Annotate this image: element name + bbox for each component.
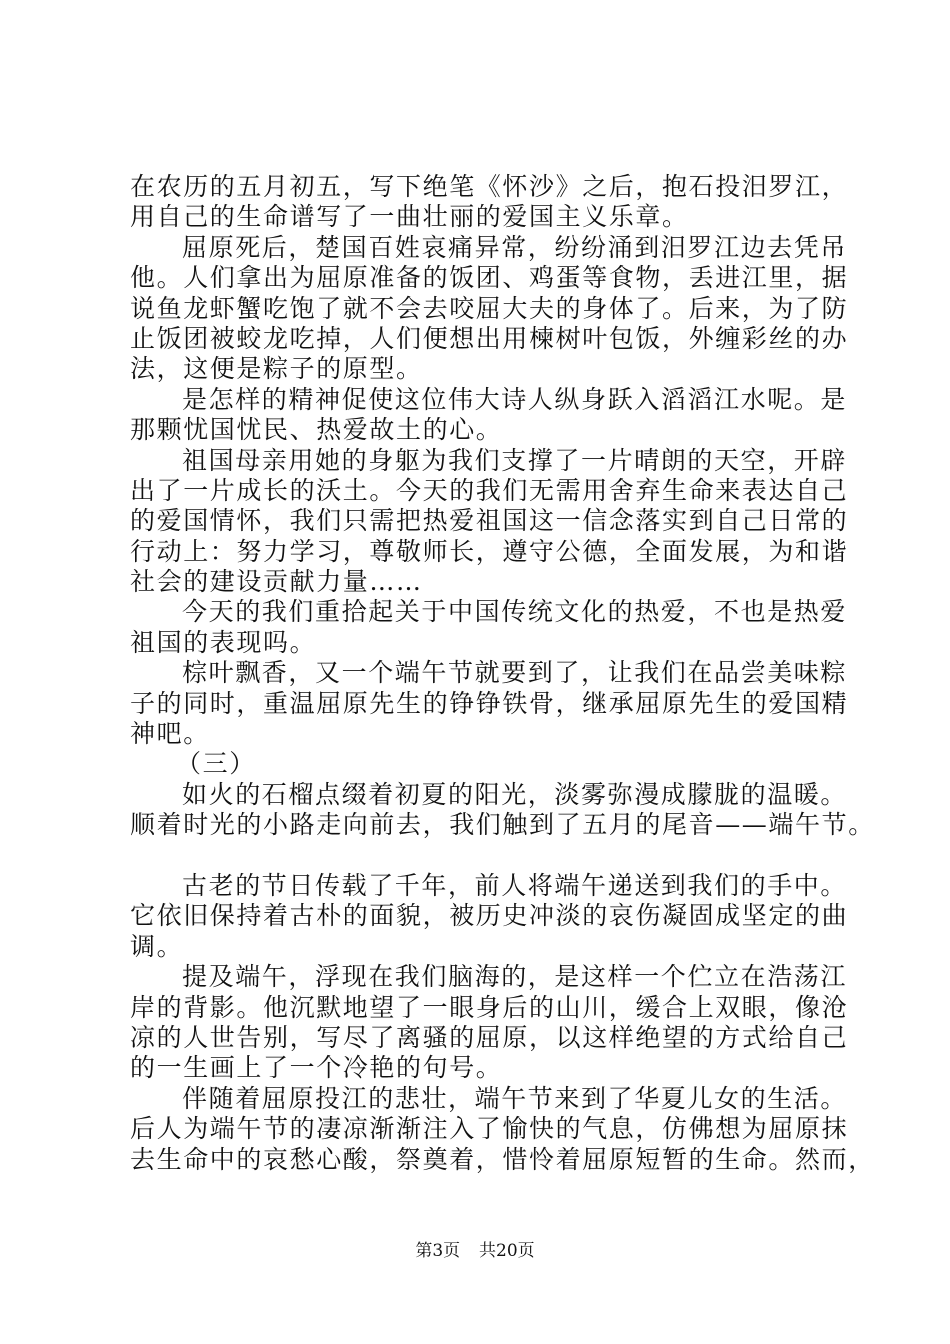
text-line: 社会的建设贡献力量…… (130, 567, 423, 597)
text-line: 的爱国情怀，我们只需把热爱祖国这一信念落实到自己日常的 (130, 506, 849, 536)
text-line: 的一生画上了一个冷艳的句号。 (130, 1053, 503, 1083)
text-line: 岸的背影。他沉默地望了一眼身后的山川，缓合上双眼，像沧 (130, 992, 849, 1022)
text-line: 祖国的表现吗。 (130, 627, 317, 657)
paragraph-start-line: 如火的石榴点缀着初夏的阳光，淡雾弥漫成朦胧的温暖。 (182, 779, 848, 809)
text-line: 法，这便是粽子的原型。 (130, 354, 423, 384)
text-line: 他。人们拿出为屈原准备的饭团、鸡蛋等食物，丢进江里，据 (130, 263, 849, 293)
text-line: 神吧。 (130, 719, 210, 749)
page-number: 第3页 (415, 1241, 461, 1261)
document-body (130, 172, 875, 1175)
text-line: 凉的人世告别，写尽了离骚的屈原，以这样绝望的方式给自己 (130, 1022, 849, 1052)
text-line: 止饭团被蛟龙吃掉，人们便想出用楝树叶包饭，外缠彩丝的办 (130, 323, 849, 353)
text-line: 说鱼龙虾蟹吃饱了就不会去咬屈大夫的身体了。后来，为了防 (130, 293, 849, 323)
paragraph-start-line: 今天的我们重拾起关于中国传统文化的热爱，不也是热爱 (182, 597, 848, 627)
page-footer (0, 1240, 950, 1262)
text-line: 后人为端午节的凄凉渐渐注入了愉快的气息，仿佛想为屈原抹 (130, 1114, 849, 1144)
section-heading: （三） (176, 749, 256, 779)
text-line: 顺着时光的小路走向前去，我们触到了五月的尾音——端午节。 (130, 810, 875, 840)
text-line: 那颗忧国忧民、热爱故土的心。 (130, 415, 503, 445)
text-line: 出了一片成长的沃土。今天的我们无需用舍弃生命来表达自己 (130, 475, 849, 505)
text-line: 在农历的五月初五，写下绝笔《怀沙》之后，抱石投汨罗江， (130, 172, 849, 201)
text-line: 它依旧保持着古朴的面貌，被历史冲淡的哀伤凝固成坚定的曲 (130, 901, 849, 931)
text-line: 行动上：努力学习，尊敬师长，遵守公德，全面发展，为和谐 (130, 536, 849, 566)
paragraph-start-line: 祖国母亲用她的身躯为我们支撑了一片晴朗的天空，开辟 (182, 445, 848, 475)
paragraph-start-line: 棕叶飘香，又一个端午节就要到了，让我们在品尝美味粽 (182, 658, 848, 688)
text-line: 子的同时，重温屈原先生的铮铮铁骨，继承屈原先生的爱国精 (130, 688, 849, 718)
page-total: 共20页 (479, 1241, 535, 1261)
paragraph-start-line: 古老的节日传载了千年，前人将端午递送到我们的手中。 (182, 870, 848, 900)
paragraph-start-line: 伴随着屈原投江的悲壮，端午节来到了华夏儿女的生活。 (182, 1083, 848, 1113)
text-line: 调。 (130, 931, 184, 961)
paragraph-start-line: 是怎样的精神促使这位伟大诗人纵身跃入滔滔江水呢。是 (182, 384, 848, 414)
paragraph-start-line: 提及端午，浮现在我们脑海的，是这样一个伫立在浩荡江 (182, 962, 848, 992)
text-line: 用自己的生命谱写了一曲壮丽的爱国主义乐章。 (130, 202, 689, 232)
paragraph-start-line: 屈原死后，楚国百姓哀痛异常，纷纷涌到汨罗江边去凭吊 (182, 232, 848, 262)
blank-line (130, 841, 842, 871)
text-line: 去生命中的哀愁心酸，祭奠着，惜怜着屈原短暂的生命。然而， (130, 1144, 875, 1174)
